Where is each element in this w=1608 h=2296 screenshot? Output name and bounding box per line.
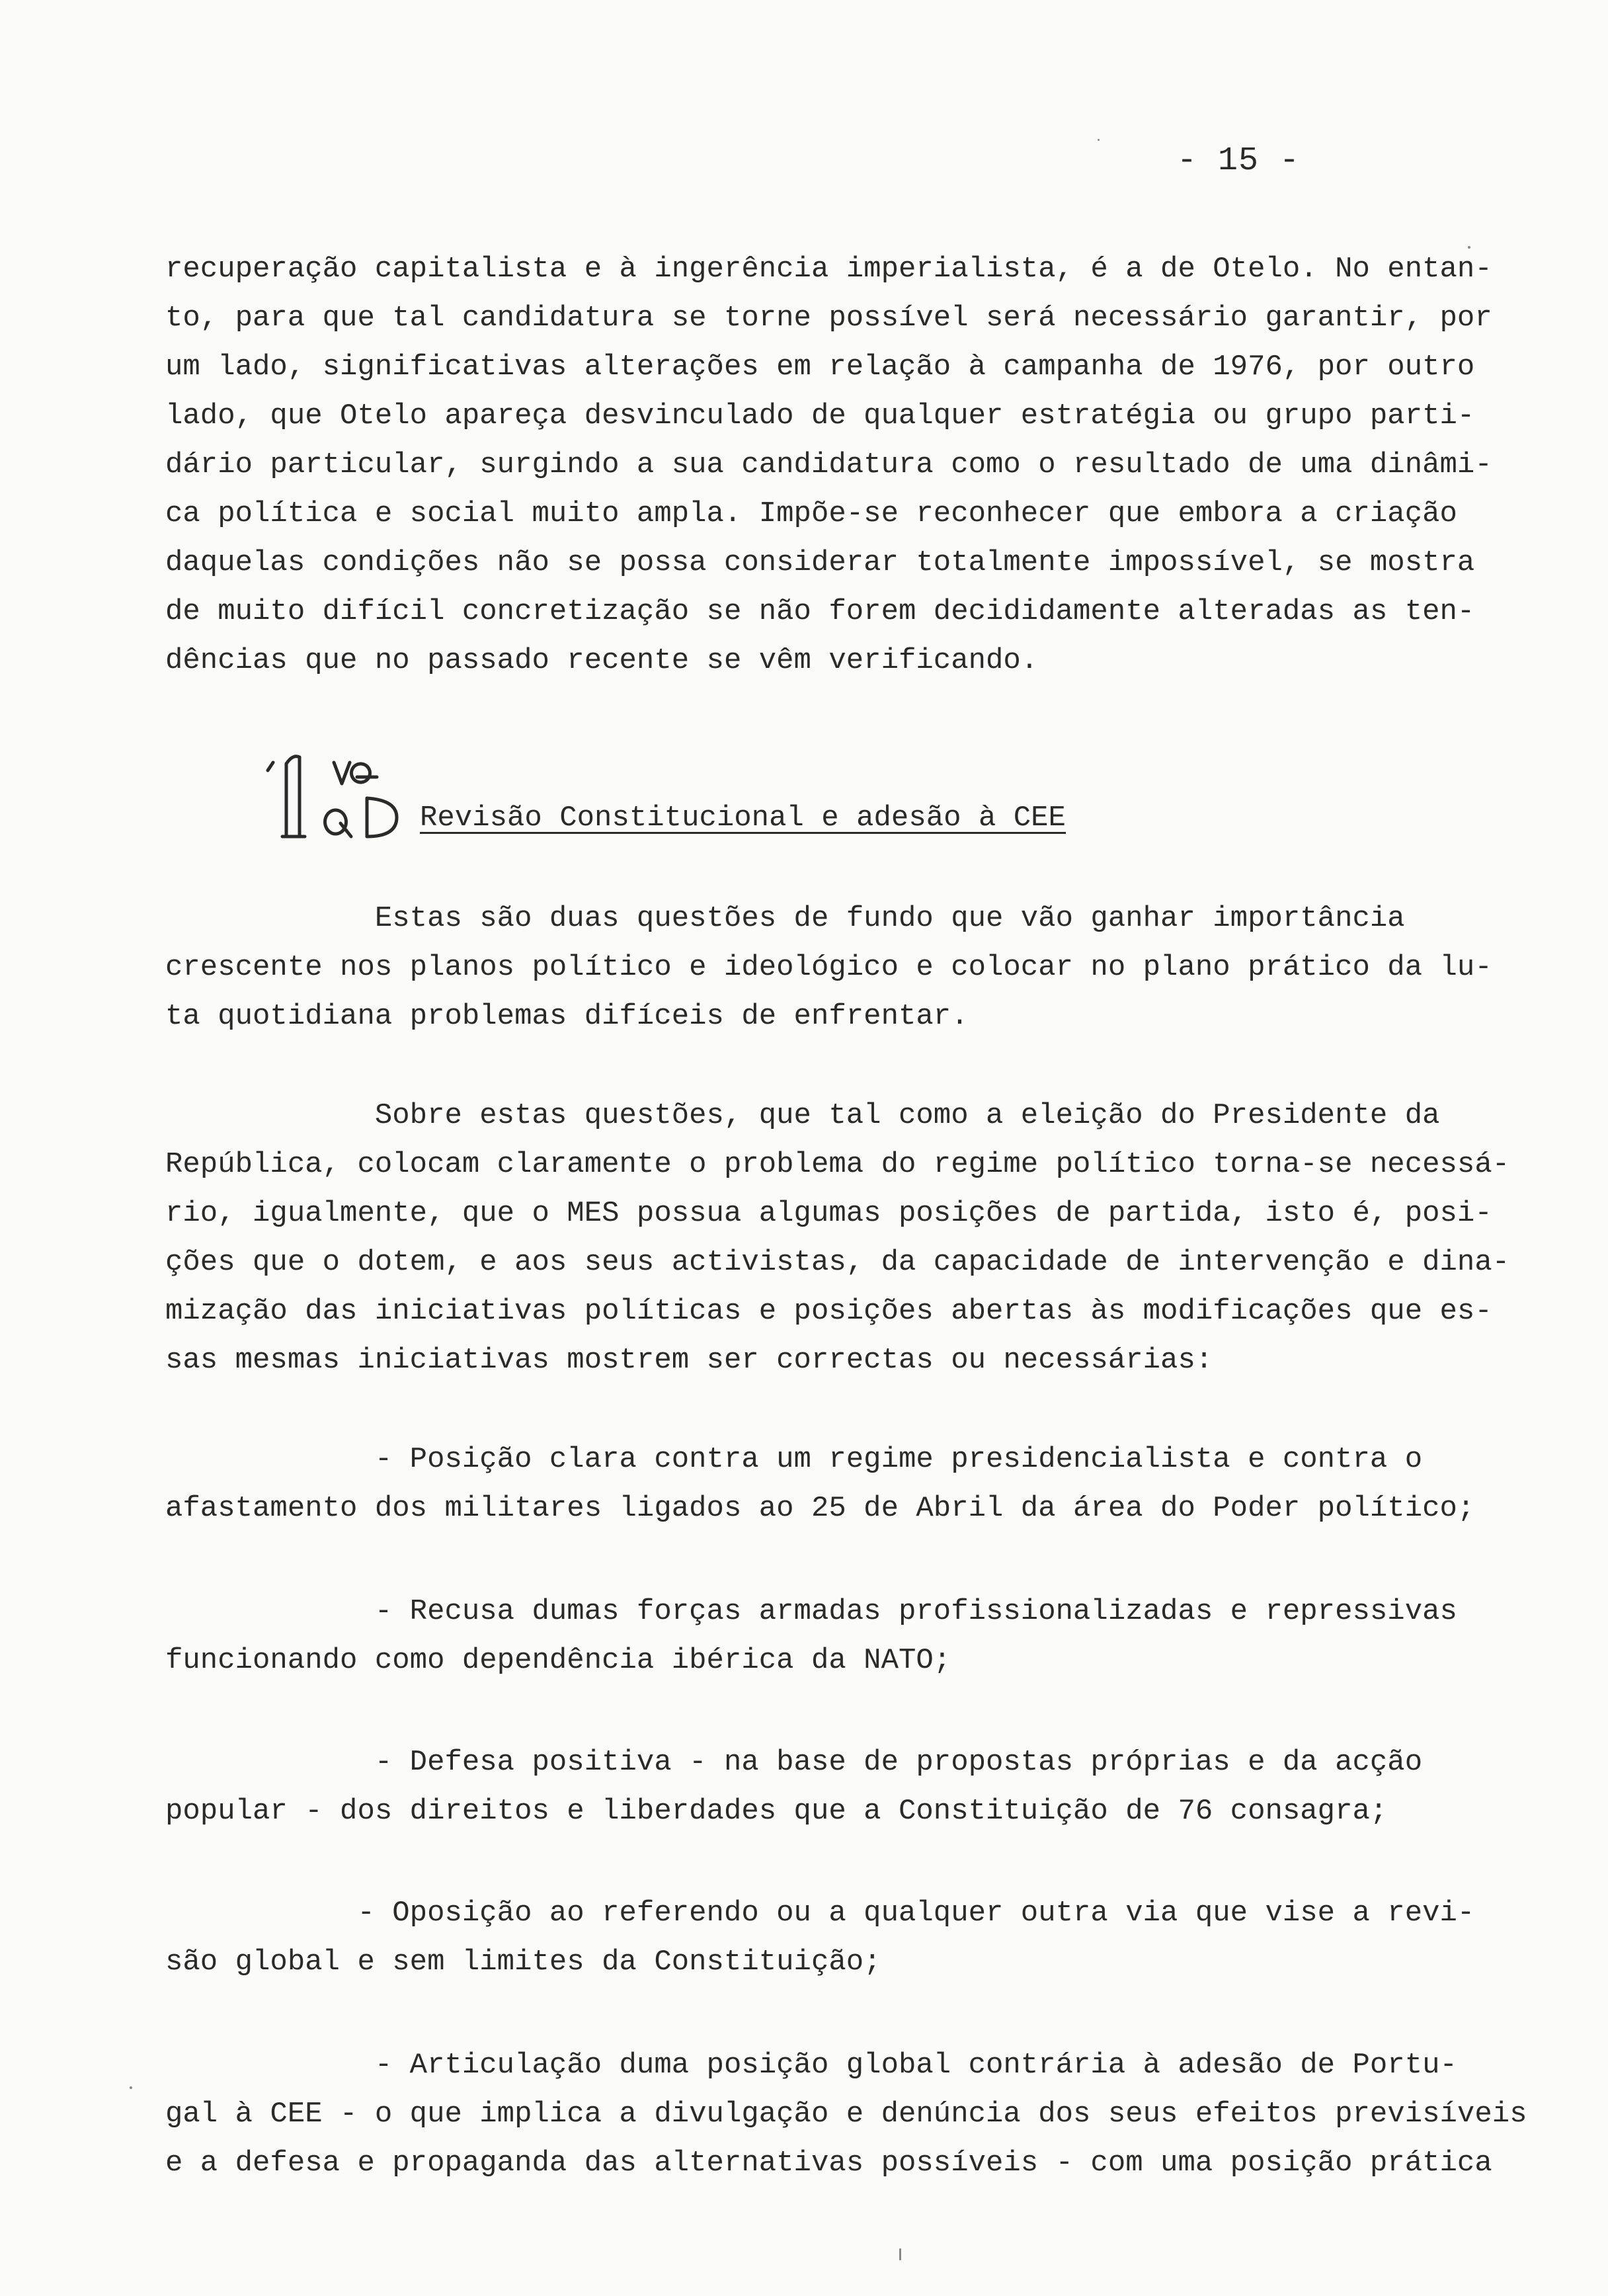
text-line: ta quotidiana problemas difíceis de enfrentar. xyxy=(165,1000,969,1033)
handwritten-number-mark xyxy=(261,737,423,843)
text-line: Estas são duas questões de fundo que vão ganhar importância xyxy=(165,902,1405,935)
text-line: dário particular, surgindo a sua candidatura como o resultado de uma dinâmi- xyxy=(165,448,1492,481)
text-line: dências que no passado recente se vêm verificando. xyxy=(165,644,1039,677)
text-line: - Articulação duma posição global contrária à adesão de Portu- xyxy=(165,2049,1457,2082)
text-line: - Recusa dumas forças armadas profissionalizadas e repressivas xyxy=(165,1595,1457,1628)
text-line: ções que o dotem, e aos seus activistas, da capacidade de intervenção e dina- xyxy=(165,1246,1510,1279)
text-line: afastamento dos militares ligados ao 25 de Abril da área do Poder político; xyxy=(165,1492,1475,1525)
text-line: recuperação capitalista e à ingerência imperialista, é a de Otelo. No entan- xyxy=(165,253,1492,286)
text-line: to, para que tal candidatura se torne possível será necessário garantir, por xyxy=(165,302,1492,335)
text-line: - Posição clara contra um regime presidencialista e contra o xyxy=(165,1443,1423,1476)
scan-speck xyxy=(130,2086,132,2089)
text-line: crescente nos planos político e ideológico e colocar no plano prático da lu- xyxy=(165,951,1492,984)
text-line: Sobre estas questões, que tal como a eleição do Presidente da xyxy=(165,1099,1440,1132)
text-line: e a defesa e propaganda das alternativas possíveis - com uma posição prática xyxy=(165,2147,1492,2180)
scan-speck xyxy=(1468,246,1470,249)
text-line: mização das iniciativas políticas e posições abertas às modificações que es- xyxy=(165,1295,1492,1328)
text-line: - Defesa positiva - na base de propostas próprias e da acção xyxy=(165,1746,1423,1779)
text-line: rio, igualmente, que o MES possua algumas posições de partida, isto é, posi- xyxy=(165,1197,1492,1230)
text-line: lado, que Otelo apareça desvinculado de qualquer estratégia ou grupo parti- xyxy=(165,399,1475,432)
text-line: popular - dos direitos e liberdades que a Constituição de 76 consagra; xyxy=(165,1795,1388,1828)
text-line: República, colocam claramente o problema do regime político torna-se necessá- xyxy=(165,1148,1510,1181)
section-heading: Revisão Constitucional e adesão à CEE xyxy=(420,801,1066,835)
text-line: são global e sem limites da Constituição; xyxy=(165,1946,881,1979)
text-line: de muito difícil concretização se não forem decididamente alteradas as ten- xyxy=(165,595,1475,628)
page-number: - 15 - xyxy=(1177,142,1301,180)
scan-speck xyxy=(899,2248,901,2260)
text-line: daquelas condições não se possa considerar totalmente impossível, se mostra xyxy=(165,546,1475,579)
text-line: funcionando como dependência ibérica da NATO; xyxy=(165,1644,951,1677)
text-line: um lado, significativas alterações em relação à campanha de 1976, por outro xyxy=(165,350,1475,384)
text-line: sas mesmas iniciativas mostrem ser correctas ou necessárias: xyxy=(165,1344,1213,1377)
text-line: ca política e social muito ampla. Impõe-se reconhecer que embora a criação xyxy=(165,497,1457,530)
text-line: - Oposição ao referendo ou a qualquer outra via que vise a revi- xyxy=(165,1897,1475,1930)
text-line: gal à CEE - o que implica a divulgação e denúncia dos seus efeitos previsíveis xyxy=(165,2098,1527,2131)
scan-speck xyxy=(1098,139,1100,141)
